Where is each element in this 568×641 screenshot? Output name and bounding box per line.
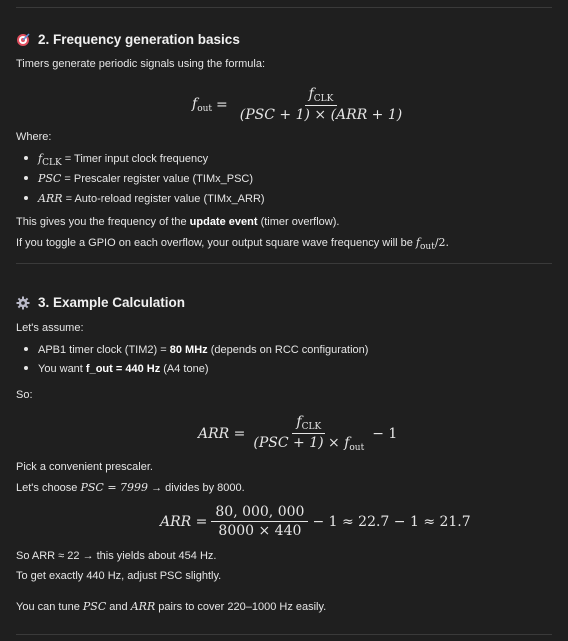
formula-lhs: $f_{out}$ xyxy=(192,95,213,114)
section-3-title: 3. Example Calculation xyxy=(38,295,186,310)
intro-text: Timers generate periodic signals using the formula: xyxy=(16,58,266,70)
formula-fraction: $\frac{f_{CLK}}{\text{(PSC + 1) × (ARR + 1)}}$ xyxy=(236,86,406,123)
list-item: You want f_out = 440 Hz (A4 tone) xyxy=(24,363,209,375)
where-label: Where: xyxy=(16,131,52,143)
toggle-text: If you toggle a GPIO on each overflow, your output square wave frequency will be $f_{out}/2$. xyxy=(16,236,450,252)
section-divider xyxy=(16,263,552,264)
assume-text: Let's assume: xyxy=(16,322,84,334)
target-icon xyxy=(16,33,30,47)
arr-formula: ARR = $\frac{f_{CLK}}{(PSC + 1) \times f_{out}}$ − 1 xyxy=(198,414,398,453)
section-2-heading xyxy=(16,32,240,47)
arr-result-text: So ARR ≈ 22 → this yields about 454 Hz. xyxy=(16,550,217,562)
list-item: APB1 timer clock (TIM2) = 80 MHz (depends on RCC configuration) xyxy=(24,344,368,356)
choose-text: Let's choose PSC = 7999 → divides by 8000. xyxy=(16,481,245,494)
exact-text: To get exactly 440 Hz, adjust PSC slightly. xyxy=(16,570,222,582)
gear-icon xyxy=(16,296,30,310)
list-item: ARR = Auto-reload register value (TIMx_ARR) xyxy=(24,192,265,205)
tune-text: You can tune PSC and ARR pairs to cover 220–1000 Hz easily. xyxy=(16,600,327,613)
bottom-divider xyxy=(16,634,552,635)
arr-calculation: ARR = $\frac{80, 000, 000}{8000 \times 440}$ − 1 ≈ 22.7 − 1 ≈ 21.7 xyxy=(160,504,471,539)
so-label: So: xyxy=(16,389,33,401)
section-3-heading xyxy=(16,295,185,310)
section-2-title: 2. Frequency generation basics xyxy=(38,32,240,47)
list-item: $f_{CLK}$ = Timer input clock frequency xyxy=(24,152,208,168)
update-event-text: This gives you the frequency of the update event (timer overflow). xyxy=(16,216,340,228)
pick-text: Pick a convenient prescaler. xyxy=(16,461,153,473)
formula-denominator: (PSC + 1) × (ARR + 1) xyxy=(239,107,403,123)
frequency-formula: $f_{out}$ = $\frac{f_{CLK}}{\text{(PSC + 1) × (ARR + 1)}}$ xyxy=(192,86,410,123)
list-item: PSC = Prescaler register value (TIMx_PSC) xyxy=(24,172,253,185)
top-divider xyxy=(16,7,552,8)
